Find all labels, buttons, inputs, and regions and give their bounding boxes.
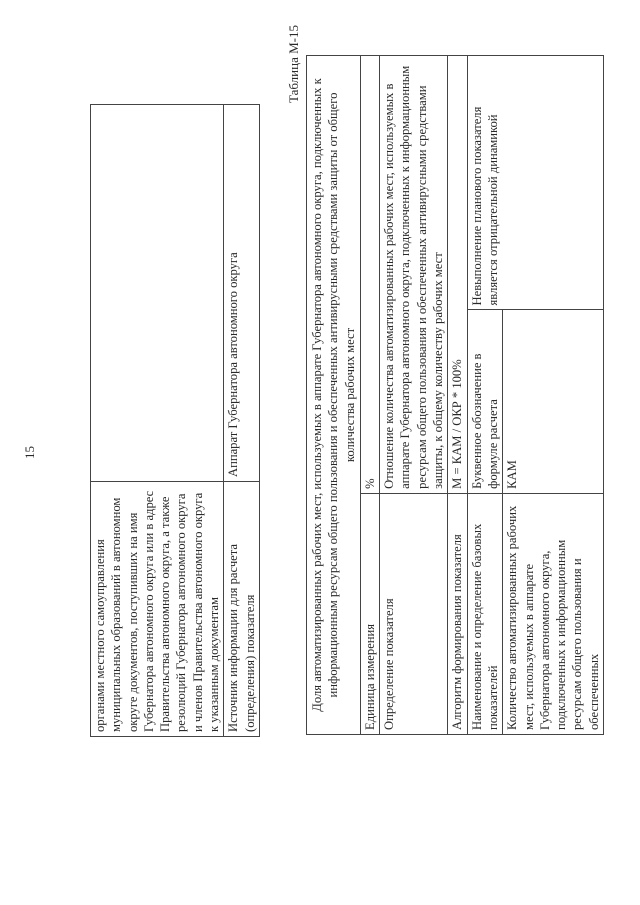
unit-value: %	[360, 56, 379, 494]
source-label: Источник информации для расчета (определения) показателя	[224, 482, 260, 737]
indicator-title: Доля автоматизированных рабочих мест, используемых в аппарате Губернатора автономного округа, подключенных к информационным ресурсам общего пользования и обеспеченных антивирусными средствами защиты от общего количества рабочих мест	[307, 56, 361, 735]
base-indicators-label: Наименование и определение базовых показателей	[467, 493, 503, 734]
indicator-table	[306, 55, 604, 735]
table-row	[91, 105, 224, 737]
table-row	[307, 56, 361, 735]
algorithm-label: Алгоритм формирования показателя	[448, 493, 467, 734]
letter-designation-label: Буквенное обозначение в формуле расчета	[467, 310, 503, 493]
unit-label: Единица измерения	[360, 493, 379, 734]
table-row	[448, 56, 467, 735]
table-row	[360, 56, 379, 735]
table-label: Таблица М-15	[286, 25, 301, 103]
base-indicator-value: Количество автоматизированных рабочих мест, используемых в аппарате Губернатора автономного округа, подключенных к информационным ресурсам общего пользования и обеспеченных	[503, 493, 604, 734]
table-row	[467, 56, 503, 735]
table-row	[380, 56, 448, 735]
letter-designation-value: КАМ	[503, 310, 604, 493]
source-table	[90, 104, 260, 737]
definition-value: Отношение количества автоматизированных рабочих мест, используемых в аппарате Губернатора автономного округа, подключенных к информационным ресурсам общего пользования и обеспеченных антивирусными средствами защиты, к общему количеству рабочих мест	[380, 56, 448, 494]
empty-cell	[91, 105, 224, 482]
definition-label: Определение показателя	[380, 493, 448, 734]
source-value: Аппарат Губернатора автономного округа	[224, 105, 260, 482]
table-row	[224, 105, 260, 737]
continued-cell: органами местного самоуправления муниципальных образований в автономном округе документов, поступивших на имя Губернатора автономного округа или в адрес Правительства автономного округа, а также резолюций Губернатора автономного округа и членов Правительства автономного округа к указанным документам	[91, 482, 224, 737]
page-number: 15	[22, 446, 37, 459]
algorithm-value: М = КАМ / ОКР * 100%	[448, 56, 467, 494]
note-cell: Невыполнение планового показателя является отрицательной динамикой	[467, 56, 603, 310]
